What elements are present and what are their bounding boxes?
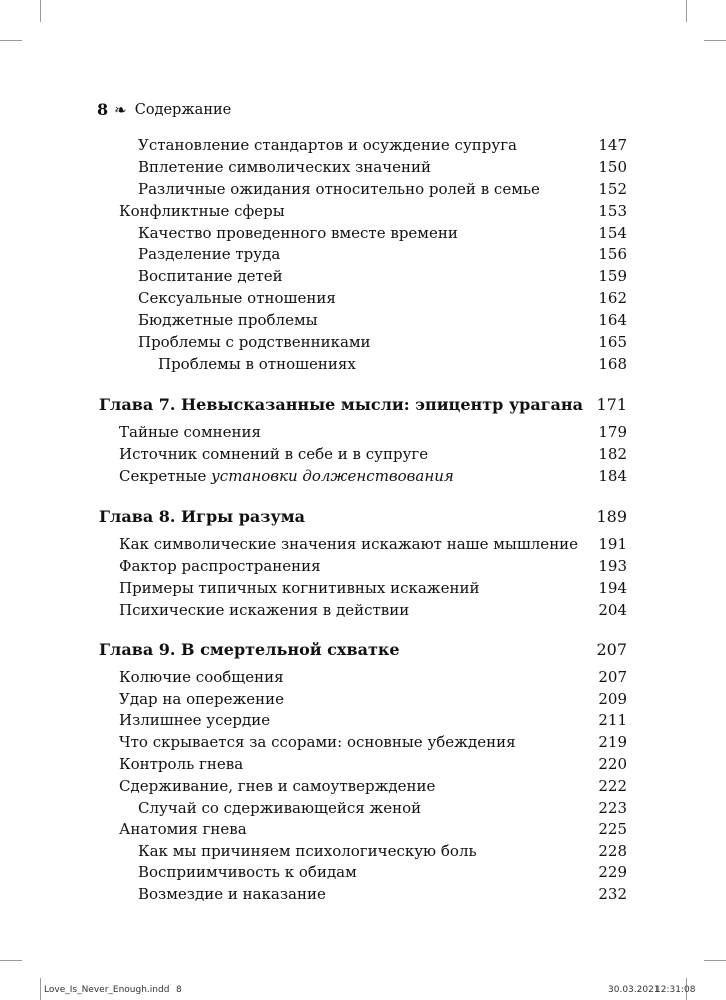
toc-entry-page-number: 204 (598, 601, 627, 619)
toc-entry-title: Качество проведенного вместе времени (138, 224, 458, 242)
fleuron-icon: ❧ (114, 100, 127, 119)
toc-entry (0, 840, 726, 862)
toc-entry (0, 688, 726, 710)
toc-entry-title: Бюджетные проблемы (138, 311, 318, 329)
toc-entry-page-number: 159 (598, 267, 627, 285)
toc-entry-page-number: 211 (598, 711, 627, 729)
toc-entry-title: Возмездие и наказание (138, 885, 326, 903)
toc-entry (0, 200, 726, 222)
toc-entry-page-number: 219 (598, 733, 627, 751)
header-page-number: 8 (97, 100, 109, 119)
toc-entry (0, 331, 726, 353)
toc-entry (0, 465, 726, 487)
toc-entry-title: Различные ожидания относительно ролей в семье (138, 180, 540, 198)
toc-entry-page-number: 168 (598, 355, 627, 373)
slug-file (44, 985, 169, 995)
toc-entry (0, 156, 726, 178)
toc-entry (0, 178, 726, 200)
toc-chapter-entry (0, 506, 726, 528)
toc-entry-title: Колючие сообщения (119, 668, 284, 686)
toc-entry-page-number: 184 (598, 467, 627, 485)
toc-entry-page-number: 209 (598, 690, 627, 708)
toc-entry-title: Фактор распространения (119, 557, 321, 575)
toc-entry-page-number: 228 (598, 842, 627, 860)
toc-entry-title: Глава 7. Невысказанные мысли: эпицентр урагана (99, 395, 583, 414)
toc-entry-title: Контроль гнева (119, 755, 244, 773)
toc-entry-title: Разделение труда (138, 245, 281, 263)
toc-chapter-entry (0, 394, 726, 416)
toc-entry-page-number: 154 (598, 224, 627, 242)
toc-entry-page-number: 229 (598, 863, 627, 881)
toc-entry-page-number: 164 (598, 311, 627, 329)
toc-entry (0, 443, 726, 465)
toc-entry-title: Воспитание детей (138, 267, 283, 285)
toc-entry (0, 287, 726, 309)
toc-entry-page-number: 207 (596, 640, 627, 659)
toc-entry (0, 666, 726, 688)
toc-entry (0, 134, 726, 156)
slug-time (655, 985, 695, 995)
toc-entry-page-number: 171 (596, 395, 627, 414)
toc-entry-page-number: 225 (598, 820, 627, 838)
toc-entry-title: Глава 8. Игры разума (99, 507, 306, 526)
toc-entry (0, 533, 726, 555)
toc-entry-page-number: 191 (598, 535, 627, 553)
toc-entry-title: Психические искажения в действии (119, 601, 410, 619)
toc-entry (0, 353, 726, 375)
toc-entry-title: Тайные сомнения (119, 423, 261, 441)
toc-entry (0, 265, 726, 287)
toc-entry-page-number: 232 (598, 885, 627, 903)
slug-page (176, 985, 182, 995)
toc-entry-page-number: 152 (598, 180, 627, 198)
toc-entry (0, 775, 726, 797)
toc-entry-page-number: 222 (598, 777, 627, 795)
toc-entry (0, 421, 726, 443)
toc-entry-page-number: 207 (598, 668, 627, 686)
toc-entry-page-number: 156 (598, 245, 627, 263)
toc-entry-page-number: 220 (598, 755, 627, 773)
slug-date-value: 30.03.2021 (608, 985, 660, 995)
toc-entry-title: Анатомия гнева (119, 820, 247, 838)
toc-entry (0, 753, 726, 775)
toc-entry-title: Установление стандартов и осуждение супруга (138, 136, 517, 154)
toc-entry-page-number: 162 (598, 289, 627, 307)
toc-entry-title: Проблемы с родственниками (138, 333, 371, 351)
toc-entry (0, 577, 726, 599)
toc-entry-title: Сдерживание, гнев и самоутверждение (119, 777, 436, 795)
toc-entry-title: Примеры типичных когнитивных искажений (119, 579, 480, 597)
header-title: Содержание (134, 101, 232, 118)
toc-entry-title: Что скрывается за ссорами: основные убеждения (119, 733, 516, 751)
slug-page-number: 8 (176, 985, 182, 995)
slug-filename: Love_Is_Never_Enough.indd (44, 985, 170, 995)
toc-entry-page-number: 165 (598, 333, 627, 351)
toc-chapter-entry (0, 639, 726, 661)
toc-entry (0, 797, 726, 819)
toc-entry-page-number: 189 (596, 507, 627, 526)
slug-date (608, 985, 660, 995)
toc-entry (0, 599, 726, 621)
toc-entry-page-number: 182 (598, 445, 627, 463)
toc-entry-title: Как мы причиняем психологическую боль (138, 842, 477, 860)
toc-entry-page-number: 194 (598, 579, 627, 597)
toc-entry-title: Секретные установки долженствования (119, 467, 454, 485)
slug-time-value: 12:31:08 (655, 985, 696, 995)
toc-entry-page-number: 147 (598, 136, 627, 154)
toc-entry (0, 883, 726, 905)
toc-entry-title-italic: установки долженствования (211, 467, 454, 485)
toc-entry-page-number: 193 (598, 557, 627, 575)
toc-entry-title: Излишнее усердие (119, 711, 271, 729)
toc-entry-title: Глава 9. В смертельной схватке (99, 640, 400, 659)
toc-entry-title: Восприимчивость к обидам (138, 863, 357, 881)
toc-entry-title: Проблемы в отношениях (158, 355, 356, 373)
toc-entry-title: Сексуальные отношения (138, 289, 336, 307)
toc-entry-page-number: 150 (598, 158, 627, 176)
toc-entry (0, 309, 726, 331)
toc-entry-title: Случай со сдерживающейся женой (138, 799, 422, 817)
toc-entry-page-number: 223 (598, 799, 627, 817)
toc-entry (0, 709, 726, 731)
toc-entry-title: Источник сомнений в себе и в супруге (119, 445, 429, 463)
toc-entry (0, 861, 726, 883)
toc-entry-title: Как символические значения искажают наше мышление (119, 535, 579, 553)
toc-entry-page-number: 179 (598, 423, 627, 441)
toc-entry-title: Вплетение символических значений (138, 158, 432, 176)
toc-entry-title: Конфликтные сферы (119, 202, 285, 220)
toc-entry (0, 222, 726, 244)
toc-entry (0, 731, 726, 753)
toc-entry-title: Удар на опережение (119, 690, 285, 708)
toc-entry-page-number: 153 (598, 202, 627, 220)
toc-entry (0, 818, 726, 840)
toc-entry (0, 555, 726, 577)
toc-entry (0, 243, 726, 265)
